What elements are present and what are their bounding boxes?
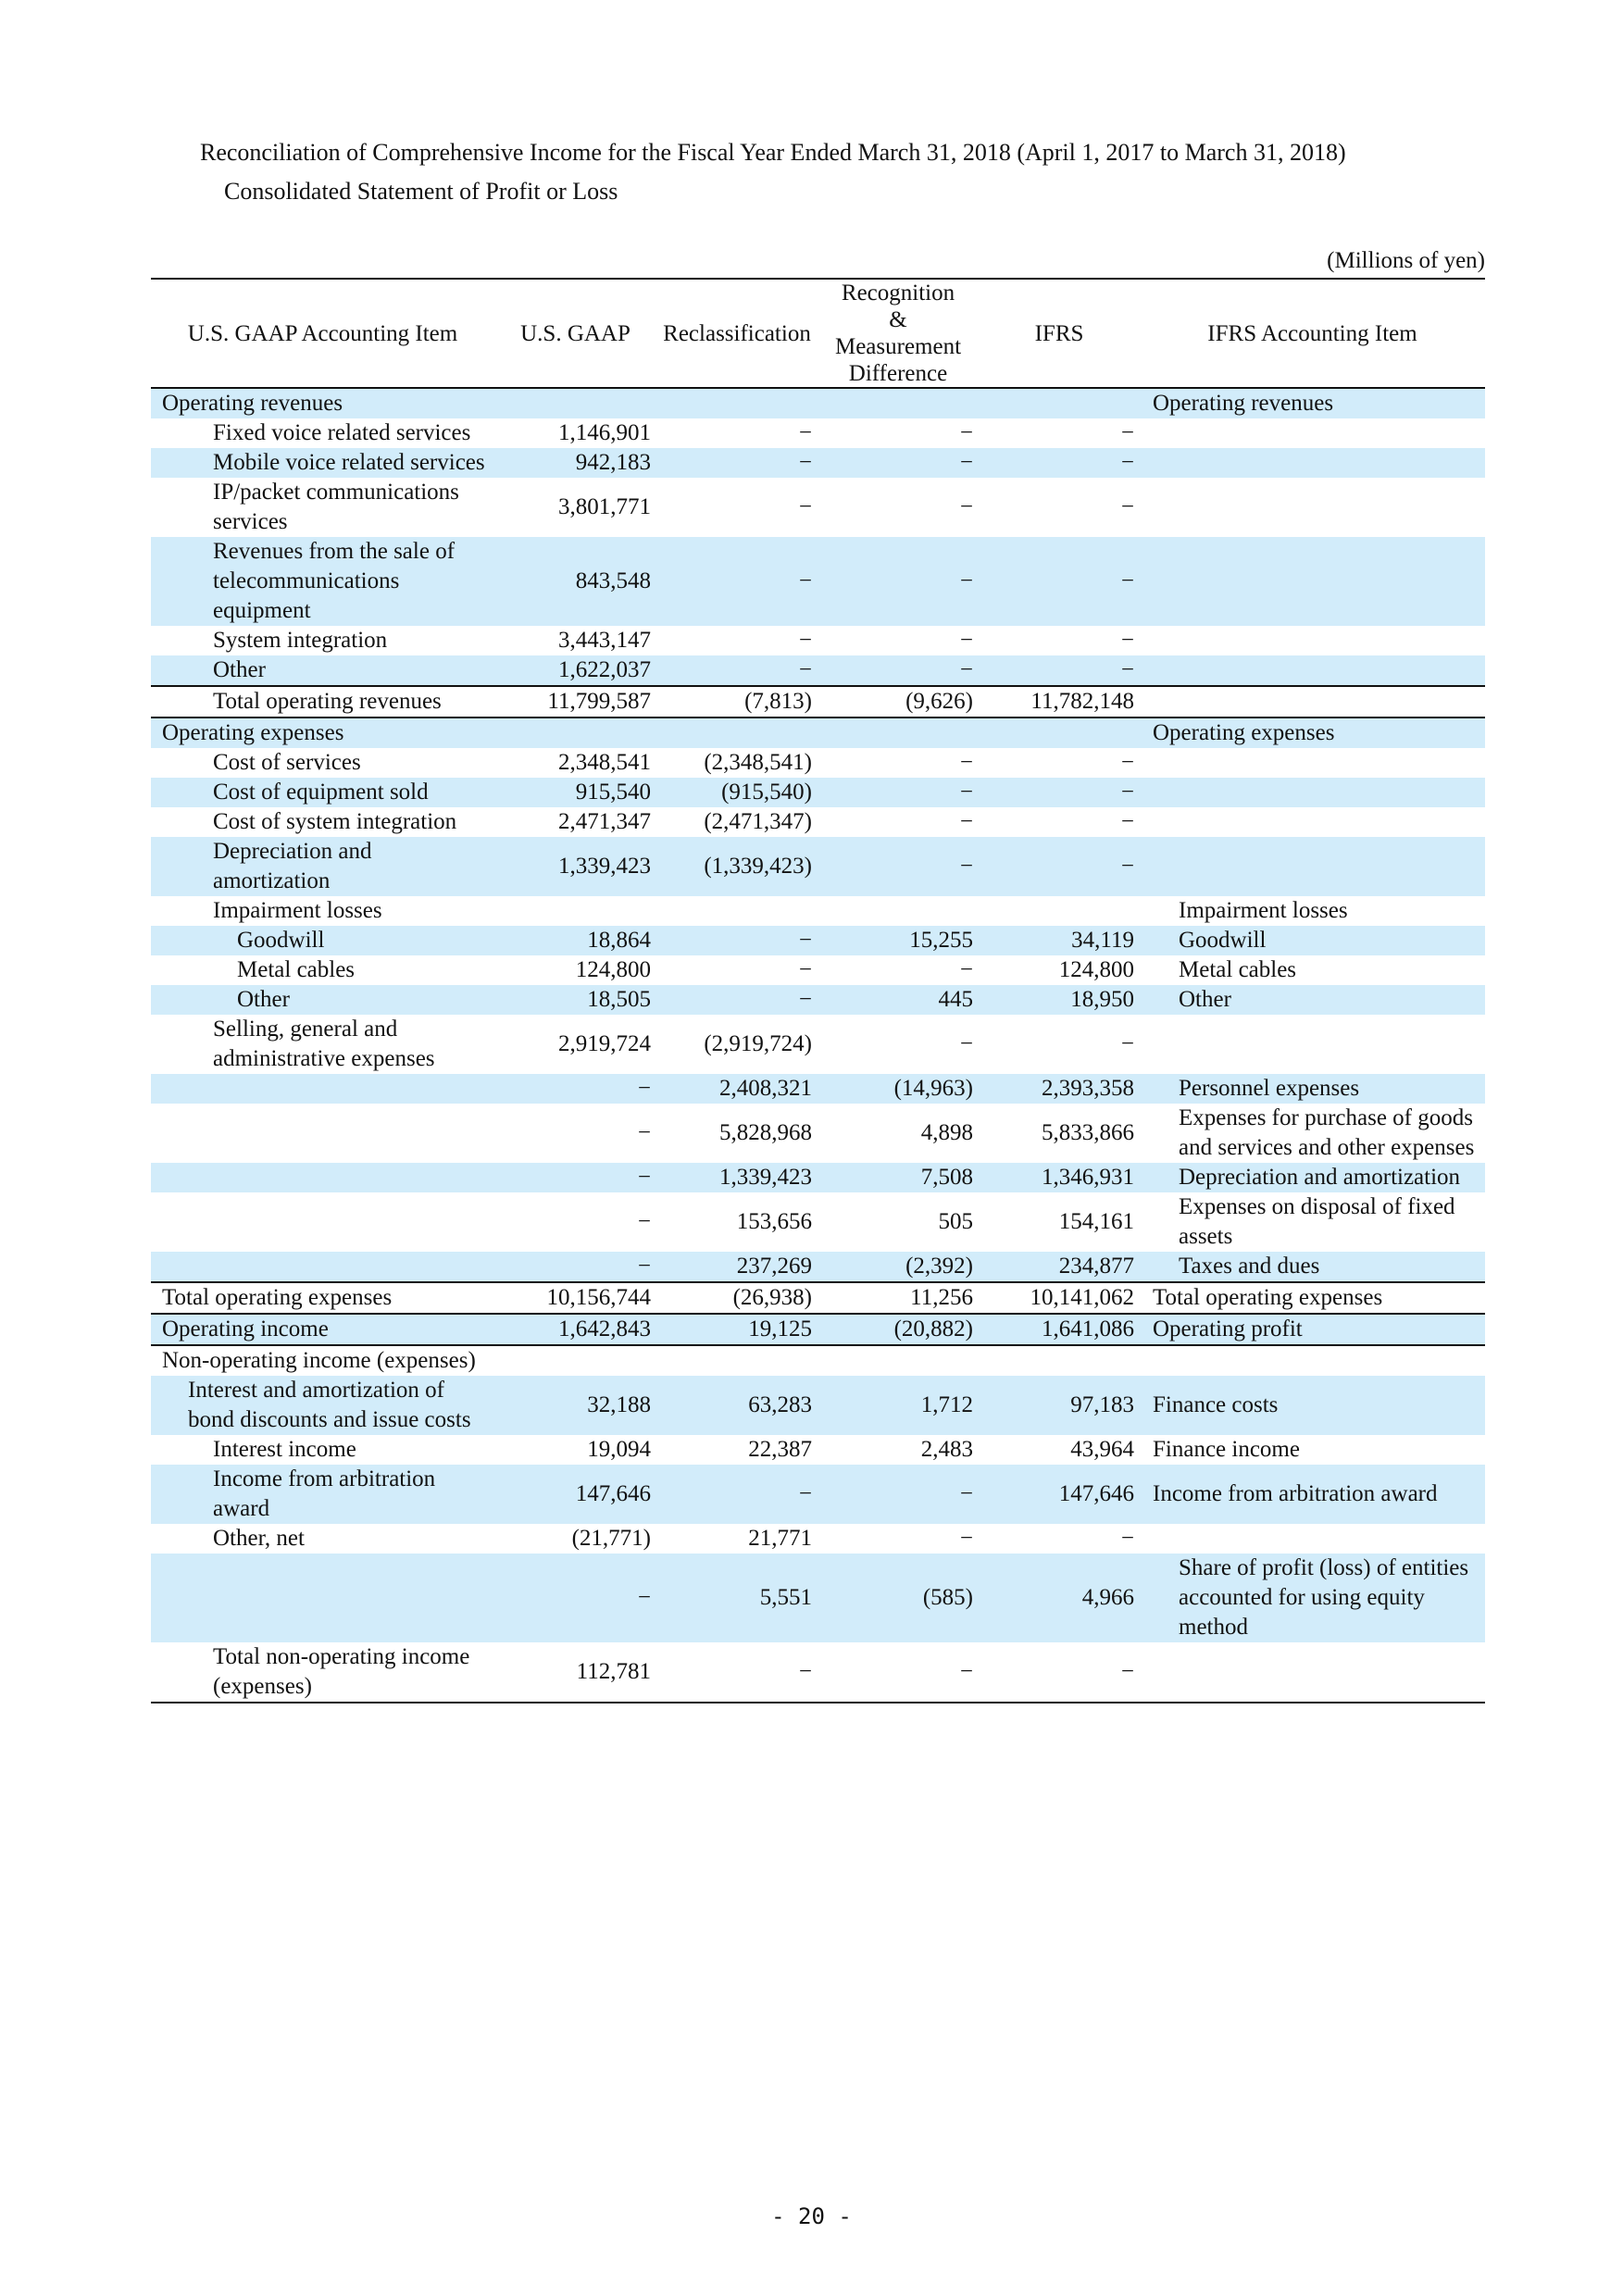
- cell-reclassification: (2,919,724): [704, 1031, 812, 1056]
- cell-reclassification: [656, 718, 818, 748]
- cell-recognition-difference: −: [959, 494, 973, 519]
- table-row: [151, 1104, 1485, 1163]
- cell-recognition-difference: −: [959, 780, 973, 805]
- table-row: [151, 955, 1485, 985]
- cell-ifrs-amount: −: [1120, 628, 1134, 653]
- cell-ifrs-amount: −: [1120, 809, 1134, 834]
- cell-ifrs-item: Operating expenses: [1153, 720, 1335, 745]
- cell-gaap-item: [151, 1104, 494, 1163]
- cell-ifrs-amount: −: [1120, 657, 1134, 682]
- cell-gaap-item: Interest income: [213, 1437, 356, 1462]
- table-row: [151, 1252, 1485, 1282]
- page-title: Reconciliation of Comprehensive Income for the Fiscal Year Ended March 31, 2018 (April 1, 2017 to March 31, 2018): [200, 139, 1346, 166]
- table-row: [151, 1192, 1485, 1252]
- cell-ifrs-amount: 1,641,086: [1042, 1316, 1134, 1341]
- cell-ifrs-item: Operating revenues: [1153, 391, 1334, 416]
- cell-recognition-difference: [818, 896, 979, 926]
- table-row: [151, 655, 1485, 686]
- cell-ifrs-amount: 147,646: [1058, 1481, 1134, 1506]
- cell-gaap-item: Other: [237, 987, 290, 1012]
- page-number: - 20 -: [771, 2203, 852, 2229]
- reconciliation-table: [151, 278, 1485, 1703]
- cell-recognition-difference: [818, 388, 979, 418]
- table-row: [151, 1524, 1485, 1554]
- cell-reclassification: −: [798, 450, 812, 475]
- cell-recognition-difference: 11,256: [910, 1285, 973, 1310]
- cell-gaap-amount: −: [637, 1209, 651, 1234]
- cell-reclassification: 153,656: [736, 1209, 812, 1234]
- cell-ifrs-item: [1140, 778, 1485, 807]
- cell-gaap-amount: 2,348,541: [558, 750, 651, 775]
- cell-gaap-item: IP/packet communications services: [213, 480, 459, 534]
- cell-ifrs-amount: −: [1120, 1659, 1134, 1684]
- cell-recognition-difference: −: [959, 1659, 973, 1684]
- cell-recognition-difference: −: [959, 957, 973, 982]
- cell-ifrs-item: Goodwill: [1179, 928, 1267, 953]
- cell-gaap-item: Revenues from the sale of telecommunications equipment: [213, 539, 456, 623]
- cell-gaap-item: Depreciation and amortization: [213, 839, 372, 893]
- cell-ifrs-amount: 5,833,866: [1042, 1120, 1134, 1145]
- cell-recognition-difference: −: [959, 854, 973, 879]
- cell-ifrs-item: Finance income: [1153, 1437, 1300, 1462]
- cell-ifrs-item: [1140, 686, 1485, 718]
- cell-ifrs-item: [1140, 655, 1485, 686]
- cell-gaap-amount: 2,919,724: [558, 1031, 651, 1056]
- cell-gaap-item: Total operating expenses: [162, 1285, 393, 1310]
- cell-ifrs-item: [1140, 1642, 1485, 1703]
- cell-ifrs-item: [1140, 448, 1485, 478]
- table-row: [151, 1015, 1485, 1074]
- cell-ifrs-amount: −: [1120, 854, 1134, 879]
- cell-ifrs-item: Finance costs: [1153, 1392, 1279, 1417]
- cell-reclassification: −: [798, 987, 812, 1012]
- cell-gaap-item: Fixed voice related services: [213, 420, 471, 445]
- cell-reclassification: 19,125: [748, 1316, 812, 1341]
- cell-gaap-amount: −: [637, 1120, 651, 1145]
- cell-gaap-item: Mobile voice related services: [213, 450, 485, 475]
- table-row: [151, 926, 1485, 955]
- cell-reclassification: [656, 1345, 818, 1376]
- table-row: [151, 686, 1485, 718]
- table-row: [151, 537, 1485, 626]
- table-row: [151, 748, 1485, 778]
- cell-gaap-amount: 915,540: [575, 780, 651, 805]
- cell-gaap-item: Goodwill: [237, 928, 325, 953]
- table-row: [151, 1345, 1485, 1376]
- cell-reclassification: 63,283: [748, 1392, 812, 1417]
- cell-ifrs-amount: −: [1120, 494, 1134, 519]
- cell-gaap-item: Cost of services: [213, 750, 361, 775]
- cell-ifrs-amount: 34,119: [1071, 928, 1134, 953]
- cell-recognition-difference: [818, 718, 979, 748]
- cell-gaap-amount: (21,771): [571, 1526, 651, 1551]
- cell-reclassification: 22,387: [748, 1437, 812, 1462]
- cell-gaap-item: Other, net: [213, 1526, 305, 1551]
- cell-ifrs-amount: −: [1120, 750, 1134, 775]
- header-reclassification: Reclassification: [663, 320, 811, 346]
- cell-recognition-difference: 505: [938, 1209, 973, 1234]
- cell-gaap-amount: 2,471,347: [558, 809, 651, 834]
- table-row: [151, 1465, 1485, 1524]
- cell-gaap-item: [151, 1074, 494, 1104]
- cell-reclassification: −: [798, 957, 812, 982]
- cell-recognition-difference: (585): [922, 1585, 973, 1610]
- cell-gaap-item: Cost of equipment sold: [213, 780, 429, 805]
- cell-recognition-difference: −: [959, 568, 973, 593]
- cell-ifrs-amount: 10,141,062: [1030, 1285, 1134, 1310]
- cell-reclassification: −: [798, 1481, 812, 1506]
- header-ifrs-item: IFRS Accounting Item: [1207, 320, 1417, 346]
- cell-recognition-difference: −: [959, 809, 973, 834]
- cell-gaap-item: Income from arbitration award: [213, 1466, 436, 1521]
- cell-reclassification: [656, 896, 818, 926]
- cell-ifrs-item: Share of profit (loss) of entities accounted for using equity method: [1179, 1555, 1469, 1640]
- cell-reclassification: 5,551: [759, 1585, 812, 1610]
- cell-reclassification: −: [798, 657, 812, 682]
- cell-ifrs-item: Expenses on disposal of fixed assets: [1179, 1194, 1455, 1249]
- table-row: [151, 626, 1485, 655]
- header-ifrs: IFRS: [1034, 320, 1084, 346]
- cell-gaap-item: Operating income: [162, 1316, 329, 1341]
- cell-ifrs-amount: −: [1120, 450, 1134, 475]
- cell-gaap-item: [151, 1163, 494, 1192]
- table-row: [151, 896, 1485, 926]
- cell-reclassification: −: [798, 494, 812, 519]
- cell-gaap-amount: [494, 1345, 656, 1376]
- cell-reclassification: −: [798, 628, 812, 653]
- cell-gaap-item: Operating expenses: [162, 720, 344, 745]
- cell-recognition-difference: −: [959, 750, 973, 775]
- cell-reclassification: (26,938): [732, 1285, 812, 1310]
- cell-recognition-difference: −: [959, 1481, 973, 1506]
- cell-gaap-amount: 19,094: [587, 1437, 651, 1462]
- cell-ifrs-item: [1140, 837, 1485, 896]
- cell-ifrs-item: [1140, 748, 1485, 778]
- cell-gaap-amount: −: [637, 1076, 651, 1101]
- cell-gaap-item: Total operating revenues: [213, 689, 442, 714]
- cell-ifrs-amount: −: [1120, 780, 1134, 805]
- cell-ifrs-amount: 154,161: [1058, 1209, 1134, 1234]
- cell-recognition-difference: 445: [938, 987, 973, 1012]
- cell-gaap-amount: −: [637, 1165, 651, 1190]
- cell-reclassification: (915,540): [721, 780, 812, 805]
- cell-gaap-amount: 3,443,147: [558, 628, 651, 653]
- cell-gaap-item: [151, 1252, 494, 1282]
- cell-reclassification: (2,471,347): [704, 809, 812, 834]
- cell-ifrs-item: Total operating expenses: [1153, 1285, 1383, 1310]
- cell-gaap-item: Metal cables: [237, 957, 356, 982]
- cell-gaap-item: Interest and amortization of bond discounts and issue costs: [188, 1378, 471, 1432]
- cell-ifrs-item: Depreciation and amortization: [1179, 1165, 1461, 1190]
- cell-gaap-item: Operating revenues: [162, 391, 343, 416]
- cell-gaap-amount: 124,800: [575, 957, 651, 982]
- statement-subtitle: Consolidated Statement of Profit or Loss: [224, 178, 618, 205]
- table-row: [151, 837, 1485, 896]
- cell-reclassification: −: [798, 928, 812, 953]
- cell-recognition-difference: −: [959, 628, 973, 653]
- cell-ifrs-amount: 1,346,931: [1042, 1165, 1134, 1190]
- cell-reclassification: 21,771: [748, 1526, 812, 1551]
- cell-gaap-item: Impairment losses: [213, 898, 382, 923]
- table-row: [151, 1642, 1485, 1703]
- cell-gaap-item: Other: [213, 657, 266, 682]
- units-note: (Millions of yen): [1327, 248, 1485, 273]
- table-row: [151, 718, 1485, 748]
- cell-reclassification: (7,813): [744, 689, 812, 714]
- header-row: [151, 279, 1485, 388]
- cell-ifrs-item: [1140, 478, 1485, 537]
- cell-ifrs-item: Impairment losses: [1179, 898, 1348, 923]
- cell-ifrs-amount: 4,966: [1081, 1585, 1134, 1610]
- cell-gaap-amount: [494, 388, 656, 418]
- cell-gaap-item: [151, 1192, 494, 1252]
- table-row: [151, 1376, 1485, 1435]
- cell-ifrs-amount: 124,800: [1058, 957, 1134, 982]
- cell-gaap-amount: 32,188: [587, 1392, 651, 1417]
- cell-gaap-amount: 1,642,843: [558, 1316, 651, 1341]
- header-gaap: U.S. GAAP: [520, 320, 630, 346]
- cell-recognition-difference: 15,255: [909, 928, 973, 953]
- table-row: [151, 807, 1485, 837]
- cell-ifrs-item: [1140, 418, 1485, 448]
- cell-recognition-difference: (14,963): [893, 1076, 973, 1101]
- cell-ifrs-amount: 11,782,148: [1030, 689, 1134, 714]
- table-row: [151, 1435, 1485, 1465]
- cell-reclassification: −: [798, 1659, 812, 1684]
- cell-gaap-amount: 11,799,587: [547, 689, 651, 714]
- cell-recognition-difference: −: [959, 420, 973, 445]
- cell-ifrs-item: [1140, 807, 1485, 837]
- cell-ifrs-amount: [979, 388, 1140, 418]
- cell-recognition-difference: [818, 1345, 979, 1376]
- cell-gaap-item: Cost of system integration: [213, 809, 457, 834]
- cell-ifrs-amount: 234,877: [1058, 1254, 1134, 1279]
- cell-gaap-amount: 1,339,423: [558, 854, 651, 879]
- cell-gaap-item: [151, 1554, 494, 1642]
- cell-recognition-difference: −: [959, 1031, 973, 1056]
- header-recognition-difference: Recognition & Measurement Difference: [834, 281, 962, 386]
- table-row: [151, 418, 1485, 448]
- table-row: [151, 1314, 1485, 1345]
- cell-gaap-amount: 147,646: [575, 1481, 651, 1506]
- cell-recognition-difference: 1,712: [920, 1392, 973, 1417]
- cell-ifrs-item: Other: [1179, 987, 1231, 1012]
- cell-ifrs-amount: −: [1120, 568, 1134, 593]
- cell-ifrs-amount: 43,964: [1070, 1437, 1134, 1462]
- cell-reclassification: 237,269: [736, 1254, 812, 1279]
- cell-reclassification: 1,339,423: [719, 1165, 812, 1190]
- cell-gaap-amount: 10,156,744: [546, 1285, 651, 1310]
- cell-ifrs-item: [1140, 537, 1485, 626]
- cell-ifrs-amount: [979, 718, 1140, 748]
- cell-gaap-item: Non-operating income (expenses): [162, 1348, 476, 1373]
- cell-recognition-difference: 2,483: [920, 1437, 973, 1462]
- cell-ifrs-amount: −: [1120, 1031, 1134, 1056]
- cell-ifrs-amount: 97,183: [1070, 1392, 1134, 1417]
- cell-ifrs-amount: 2,393,358: [1042, 1076, 1134, 1101]
- cell-recognition-difference: 7,508: [920, 1165, 973, 1190]
- cell-recognition-difference: −: [959, 450, 973, 475]
- cell-ifrs-item: [1140, 1524, 1485, 1554]
- cell-gaap-amount: 3,801,771: [558, 494, 651, 519]
- table-row: [151, 478, 1485, 537]
- cell-reclassification: −: [798, 568, 812, 593]
- cell-ifrs-amount: −: [1120, 1526, 1134, 1551]
- cell-ifrs-item: Metal cables: [1179, 957, 1297, 982]
- cell-gaap-amount: −: [637, 1585, 651, 1610]
- cell-ifrs-amount: [979, 1345, 1140, 1376]
- cell-ifrs-amount: −: [1120, 420, 1134, 445]
- cell-gaap-amount: −: [637, 1254, 651, 1279]
- cell-recognition-difference: (20,882): [893, 1316, 973, 1341]
- table-row: [151, 448, 1485, 478]
- cell-gaap-amount: 18,505: [587, 987, 651, 1012]
- table-row: [151, 388, 1485, 418]
- cell-recognition-difference: 4,898: [920, 1120, 973, 1145]
- table-row: [151, 778, 1485, 807]
- cell-recognition-difference: (2,392): [905, 1254, 973, 1279]
- cell-ifrs-amount: [979, 896, 1140, 926]
- cell-ifrs-item: Expenses for purchase of goods and services and other expenses: [1179, 1105, 1475, 1160]
- cell-ifrs-item: [1140, 1345, 1485, 1376]
- table-row: [151, 1554, 1485, 1642]
- cell-reclassification: (2,348,541): [704, 750, 812, 775]
- cell-reclassification: −: [798, 420, 812, 445]
- cell-reclassification: [656, 388, 818, 418]
- cell-ifrs-item: [1140, 1015, 1485, 1074]
- cell-gaap-amount: 1,146,901: [558, 420, 651, 445]
- cell-ifrs-amount: 18,950: [1070, 987, 1134, 1012]
- cell-gaap-amount: [494, 718, 656, 748]
- cell-gaap-amount: 1,622,037: [558, 657, 651, 682]
- table-row: [151, 985, 1485, 1015]
- cell-gaap-item: Total non-operating income (expenses): [213, 1644, 470, 1699]
- cell-recognition-difference: (9,626): [905, 689, 973, 714]
- cell-gaap-item: Selling, general and administrative expenses: [213, 1017, 435, 1071]
- cell-recognition-difference: −: [959, 1526, 973, 1551]
- cell-reclassification: 2,408,321: [719, 1076, 812, 1101]
- table-row: [151, 1282, 1485, 1314]
- cell-ifrs-item: Income from arbitration award: [1153, 1481, 1438, 1506]
- cell-gaap-amount: 942,183: [575, 450, 651, 475]
- cell-gaap-item: System integration: [213, 628, 388, 653]
- cell-ifrs-item: Operating profit: [1153, 1316, 1303, 1341]
- cell-reclassification: 5,828,968: [719, 1120, 812, 1145]
- cell-ifrs-item: Taxes and dues: [1179, 1254, 1320, 1279]
- table-row: [151, 1163, 1485, 1192]
- cell-ifrs-item: Personnel expenses: [1179, 1076, 1360, 1101]
- header-gaap-item: U.S. GAAP Accounting Item: [187, 320, 458, 346]
- cell-ifrs-item: [1140, 626, 1485, 655]
- cell-gaap-amount: 843,548: [575, 568, 651, 593]
- cell-recognition-difference: −: [959, 657, 973, 682]
- cell-gaap-amount: 112,781: [576, 1659, 651, 1684]
- table-row: [151, 1074, 1485, 1104]
- cell-gaap-amount: [494, 896, 656, 926]
- cell-gaap-amount: 18,864: [587, 928, 651, 953]
- cell-reclassification: (1,339,423): [704, 854, 812, 879]
